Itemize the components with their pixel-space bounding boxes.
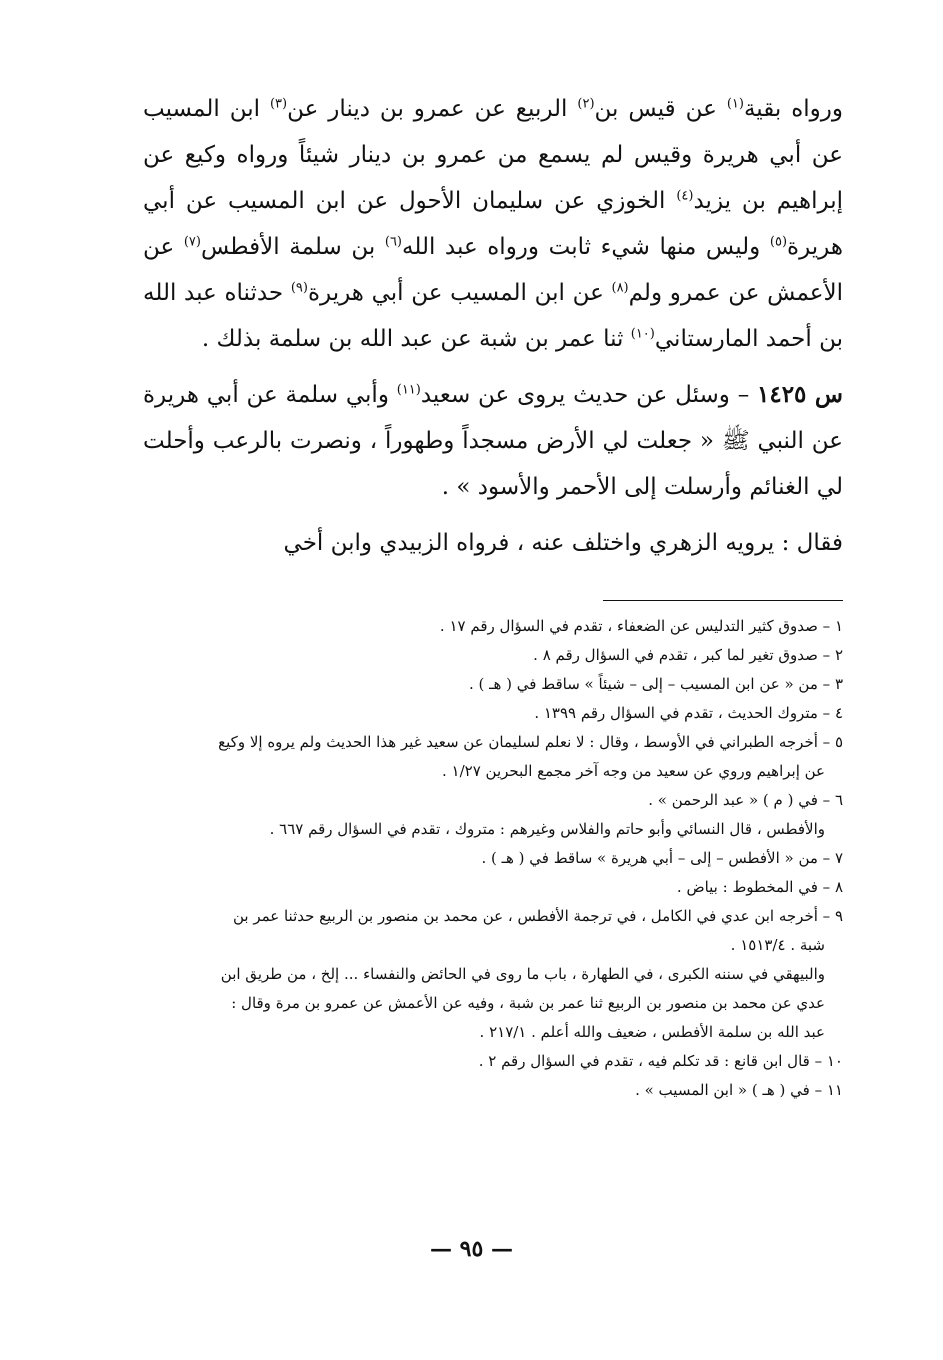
footnote-2: ٢ – صدوق تغير لما كبر ، تقدم في السؤال رقم ٨ . [533,646,843,664]
footnote-9-comment-line-2: عدي عن محمد بن منصور بن الربيع ثنا عمر بن شبة ، وفيه عن الأعمش عن عمرو بن مرة وقال : [231,994,825,1012]
footnote-ref-3: (٣) [269,96,288,112]
footnote-9-comment-line-3: عبد الله بن سلمة الأفطس ، ضعيف والله أعلم . ٢١٧/١ . [479,1023,825,1041]
footnote-4: ٤ – متروك الحديث ، تقدم في السؤال رقم ١٣٩٩ . [534,704,843,722]
footnote-6: ٦ – في ( م ) « عبد الرحمن » . [648,791,843,809]
footnote-divider [603,600,843,601]
footnote-6-comment: والأفطس ، قال النسائي وأبو حاتم والفلاس وغيرهم : متروك ، تقدم في السؤال رقم ٦٦٧ . [269,820,825,838]
footnote-ref-2: (٢) [577,96,595,112]
footnotes [138,612,843,1105]
footnote-ref-1: (١) [726,96,744,112]
footnote-ref-11: (١١) [396,382,421,398]
footnote-5-continued: عن إبراهيم وروي عن سعيد من وجه آخر مجمع البحرين ١/٢٧ . [442,762,825,780]
main-text [143,86,843,566]
footnote-ref-6: (٦) [384,234,402,250]
footnote-ref-8: (٨) [611,280,629,296]
footnote-ref-7: (٧) [183,234,201,250]
footnote-ref-10: (١٠) [630,326,655,342]
footnote-11: ١١ – في ( هـ ) « ابن المسيب » . [635,1081,843,1099]
footnote-8: ٨ – في المخطوط : بياض . [676,878,843,896]
footnote-5: ٥ – أخرجه الطبراني في الأوسط ، وقال : لا نعلم لسليمان عن سعيد غير هذا الحديث ولم يروه إلا وكيع [218,733,843,751]
footnote-7: ٧ – من « الأفطس – إلى – أبي هريرة » ساقط في ( هـ ) . [481,849,843,867]
footnote-1: ١ – صدوق كثير التدليس عن الضعفاء ، تقدم في السؤال رقم ١٧ . [439,617,843,635]
footnote-9: ٩ – أخرجه ابن عدي في الكامل ، في ترجمة الأفطس ، عن محمد بن منصور بن الربيع حدثنا عمر بن [232,907,843,925]
footnote-9-continued: شبة . ١٥١٣/٤ . [730,936,825,954]
footnote-9-comment-line-1: والبيهقي في سننه الكبرى ، في الطهارة ، باب ما روى في الحائض والنفساء ... إلخ ، من طريق ابن [220,965,825,983]
footnote-ref-4: (٤) [676,188,694,204]
question-number: س ١٤٢٥ [757,381,843,408]
paragraph-question: س ١٤٢٥ – وسئل عن حديث يروى عن سعيد$^{(١١)}$ وأبي سلمة عن أبي هريرة عن النبي ﷺ « جعلت لي الأرض مسجداً وطهوراً ، ونصرت بالرعب وأحلت لي الغنائم وأرسلت إلى الأحمر والأسود » . [143,381,843,500]
footnote-3: ٣ – من « عن ابن المسيب – إلى – شيئاً » ساقط في ( هـ ) . [468,675,843,693]
footnote-ref-5: (٥) [769,234,788,250]
paragraph-1: ورواه بقية$^{(١)}$ عن قيس بن$^{(٢)}$ الربيع عن عمرو بن دينار عن$^{(٣)}$ ابن المسيب عن أبي هريرة وقيس لم يسمع من عمرو بن دينار شيئاً ورواه وكيع عن إبراهيم بن يزيد$^{(٤)}$ الخوزي عن سليمان الأحول عن ابن المسيب عن أبي هريرة$^{(٥)}$ وليس منها شيء ثابت ورواه عبد الله$^{(٦)}$ بن سلمة الأفطس$^{(٧)}$ عن الأعمش عن عمرو ولم$^{(٨)}$ عن ابن المسيب عن أبي هريرة$^{(٩)}$ حدثناه عبد الله بن أحمد المارستاني$^{(١٠)}$ ثنا عمر بن شبة عن عبد الله بن سلمة بذلك . [143,96,843,352]
paragraph-answer: فقال : يرويه الزهري واختلف عنه ، فرواه الزبيدي وابن أخي [283,530,843,556]
footnote-ref-9: (٩) [290,280,308,296]
footnote-10: ١٠ – قال ابن قانع : قد تكلم فيه ، تقدم في السؤال رقم ٢ . [478,1052,843,1070]
page-number: — ٩٥ — [430,1236,513,1262]
